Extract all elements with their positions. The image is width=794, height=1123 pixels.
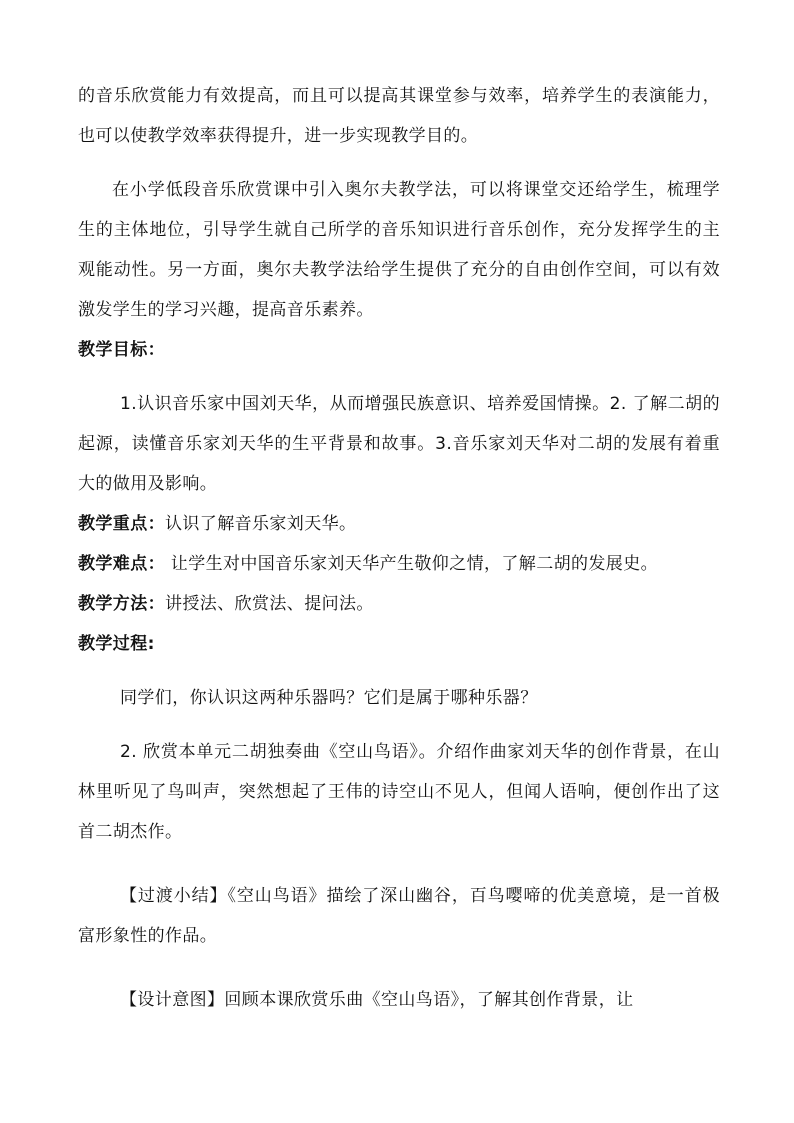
key-point [78, 504, 720, 544]
method-text: 讲授法、欣赏法、提问法。 [165, 594, 374, 614]
document-page [78, 76, 720, 1020]
process-step-2: 2. 欣赏本单元二胡独奏曲《空山鸟语》。介绍作曲家刘天华的创作背景，在山林里听见了鸟叫声，突然想起了王伟的诗空山不见人，但闻人语响，便创作出了这首二胡杰作。 [78, 742, 720, 842]
process-heading [78, 624, 720, 664]
key-point-label: 教学重点： [78, 514, 165, 534]
difficulty-text: 让学生对中国音乐家刘天华产生敬仰之情，了解二胡的发展史。 [165, 554, 659, 574]
intro-paragraph: 在小学低段音乐欣赏课中引入奥尔夫教学法，可以将课堂交还给学生，梳理学生的主体地位，引导学生就自己所学的音乐知识进行音乐创作，充分发挥学生的主观能动性。另一方面，奥尔夫教学法给学生提供了充分的自由创作空间，可以有效激发学生的学习兴趣，提高音乐素养。 [78, 180, 720, 320]
objectives-heading [78, 330, 720, 370]
intro-continuation: 的音乐欣赏能力有效提高，而且可以提高其课堂参与效率，培养学生的表演能力，也可以使教学效率获得提升，进一步实现教学目的。 [78, 86, 720, 146]
method [78, 584, 720, 624]
process-question: 同学们，你认识这两种乐器吗？它们是属于哪种乐器？ [120, 688, 538, 708]
design-intent: 【设计意图】回顾本课欣赏乐曲《空山鸟语》，了解其创作背景，让 [120, 990, 634, 1010]
difficulty-label: 教学难点： [78, 554, 165, 574]
process-label: 教学过程: [78, 634, 155, 654]
objectives-label: 教学目标： [78, 340, 165, 360]
transition-summary: 【过渡小结】《空山鸟语》描绘了深山幽谷，百鸟嘤啼的优美意境，是一首极富形象性的作品。 [78, 886, 720, 946]
key-point-text: 认识了解音乐家刘天华。 [165, 514, 357, 534]
method-label: 教学方法： [78, 594, 165, 614]
difficulty [78, 544, 720, 584]
objectives-text: 1.认识音乐家中国刘天华，从而增强民族意识、培养爱国情操。2. 了解二胡的起源，读懂音乐家刘天华的生平背景和故事。3.音乐家刘天华对二胡的发展有着重大的做用及影响。 [78, 394, 720, 494]
